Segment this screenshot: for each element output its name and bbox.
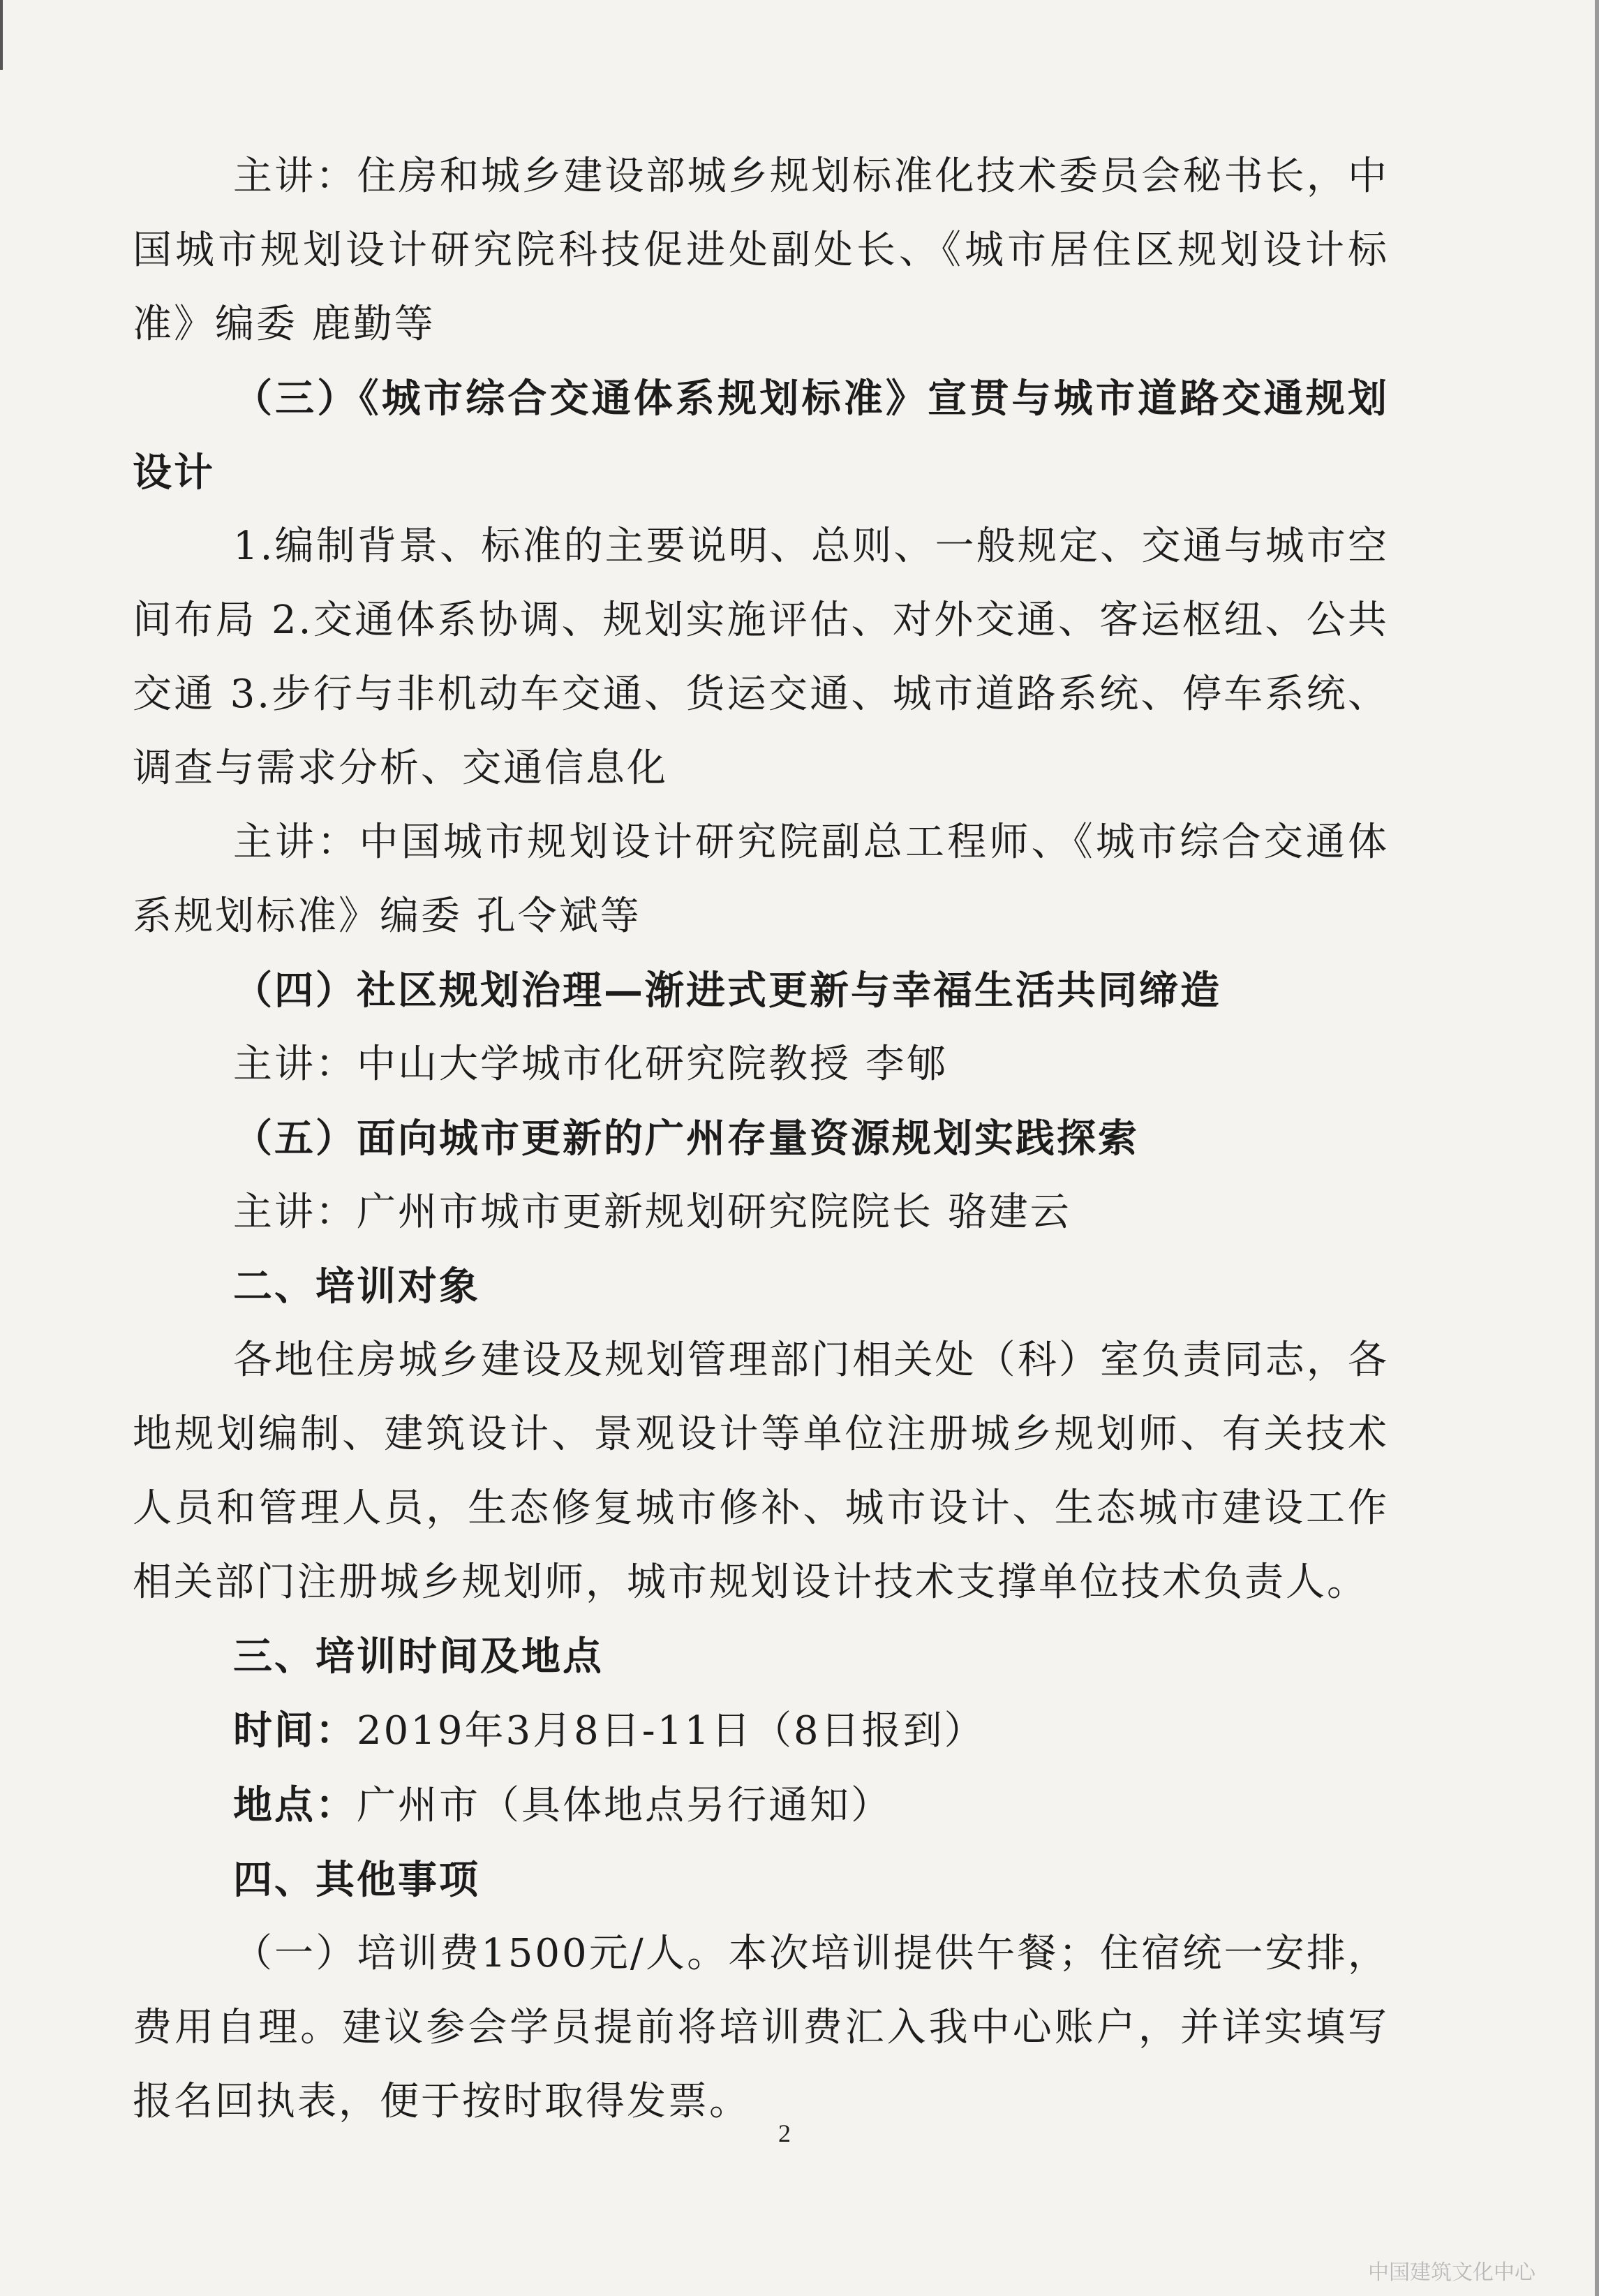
- body-paragraph: 各地住房城乡建设及规划管理部门相关处（科）室负责同志，各地规划编制、建筑设计、景观设计等单位注册城乡规划师、有关技术人员和管理人员，生态修复城市修补、城市设计、生态城市建设工作相关部门注册城乡规划师，城市规划设计技术支撑单位技术负责人。: [133, 1338, 1389, 1605]
- location-line: [133, 1768, 1389, 1843]
- location-value: 广州市（具体地点另行通知）: [357, 1783, 892, 1828]
- scan-edge-left: [0, 0, 3, 70]
- speaker-line: 主讲：广州市城市更新规划研究院院长 骆建云: [233, 1190, 1071, 1235]
- time-label: 时间：: [233, 1708, 357, 1754]
- section-heading: 三、培训时间及地点: [233, 1634, 604, 1680]
- watermark: 中国建筑文化中心: [1368, 2260, 1535, 2285]
- location-label: 地点：: [233, 1782, 357, 1828]
- page-number: 2: [778, 2119, 791, 2147]
- body-paragraph: 1.编制背景、标准的主要说明、总则、一般规定、交通与城市空间布局 2.交通体系协调、规划实施评估、对外交通、客运枢纽、公共交通 3.步行与非机动车交通、货运交通、城市道路系统、停车系统、调查与需求分析、交通信息化: [133, 524, 1389, 791]
- section-heading: （五）面向城市更新的广州存量资源规划实践探索: [233, 1116, 1139, 1162]
- section-heading: （三）《城市综合交通体系规划标准》宣贯与城市道路交通规划设计: [133, 376, 1389, 496]
- time-value: 2019年3月8日-11日（8日报到）: [357, 1708, 986, 1754]
- time-line: [133, 1694, 1389, 1768]
- body-text: [133, 140, 1389, 2139]
- section-heading: 四、其他事项: [233, 1857, 480, 1903]
- speaker-line: 主讲：中山大学城市化研究院教授 李郇: [233, 1042, 948, 1087]
- section-heading: （四）社区规划治理—渐进式更新与幸福生活共同缔造: [233, 968, 1221, 1014]
- scan-edge-right: [1595, 0, 1599, 2296]
- speaker-line: 主讲：住房和城乡建设部城乡规划标准化技术委员会秘书长，中国城市规划设计研究院科技促进处副处长、《城市居住区规划设计标准》编委 鹿勤等: [133, 154, 1389, 347]
- section-heading: 二、培训对象: [233, 1264, 480, 1310]
- body-paragraph: （一）培训费1500元/人。本次培训提供午餐；住宿统一安排，费用自理。建议参会学员提前将培训费汇入我中心账户，并详实填写报名回执表，便于按时取得发票。: [133, 1931, 1389, 2124]
- speaker-line: 主讲：中国城市规划设计研究院副总工程师、《城市综合交通体系规划标准》编委 孔令斌等: [133, 820, 1389, 939]
